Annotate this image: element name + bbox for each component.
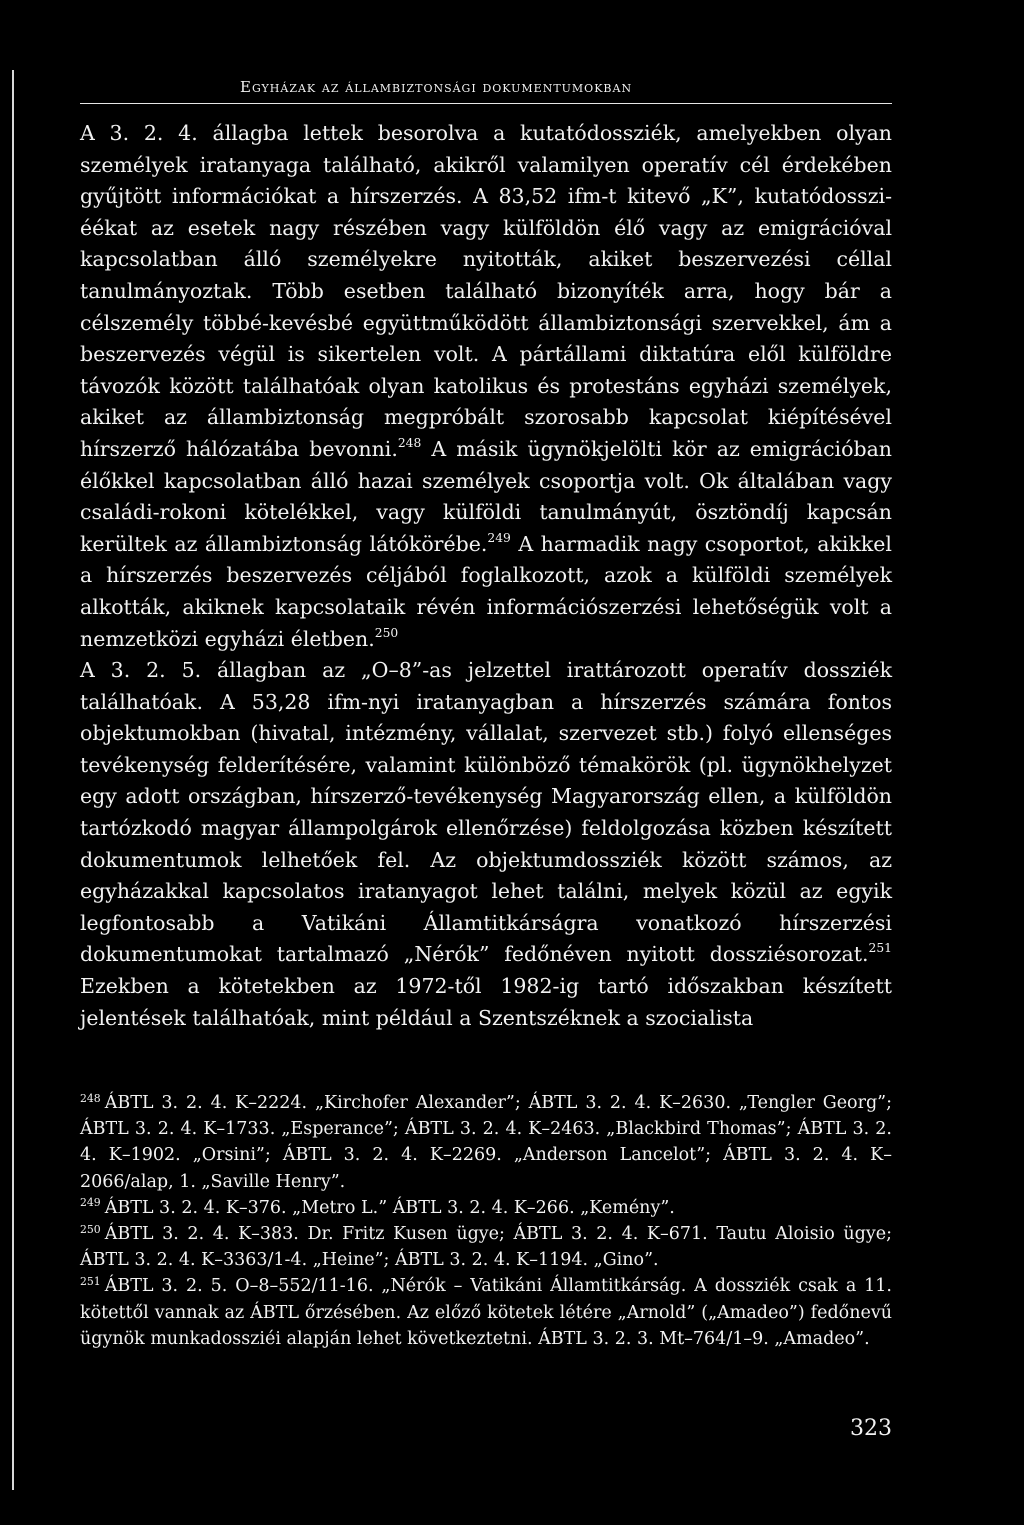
footnote-mark: 249 bbox=[80, 1196, 101, 1210]
footnote-text: ÁBTL 3. 2. 5. O–8–552/11-16. „Nérók – Vatikáni Államtitkárság. A dossziék csak a 11. kötettől vannak az ÁBTL őrzésében. Az előző kötetek létére „Arnold” („Amadeo”) fedőnevű ügynök munkadossziéi alapján lehet következtetni. ÁBTL 3. 2. 3. Mt–764/1–9. „Amadeo”. bbox=[80, 1276, 892, 1349]
page-spine-edge bbox=[12, 70, 14, 1490]
body-text bbox=[80, 118, 892, 1034]
page-number: 323 bbox=[850, 1416, 892, 1441]
paragraph-text: A harmadik nagy csoportot, akikkel a hírszerzés beszervezés céljából foglalkozott, azok a külföldi személyek alkották, akiknek kapcsolataik révén információszerzési lehetőségük volt a nemzetközi egyházi életben. bbox=[80, 531, 892, 651]
header-rule bbox=[80, 103, 892, 104]
footnote bbox=[80, 1221, 892, 1273]
footnote-ref[interactable]: 248 bbox=[397, 435, 422, 450]
footnote-text: ÁBTL 3. 2. 4. K–2224. „Kirchofer Alexander”; ÁBTL 3. 2. 4. K–2630. „Tengler Georg”; ÁBTL 3. 2. 4. K–1733. „Esperance”; ÁBTL 3. 2. 4. K–2463. „Blackbird Thomas”; ÁBTL 3. 2. 4. K–1902. „Orsini”; ÁBTL 3. 2. 4. K–2269. „Anderson Lancelot”; ÁBTL 3. 2. 4. K–2066/alap, 1. „Saville Henry”. bbox=[80, 1093, 892, 1192]
paragraph bbox=[80, 655, 892, 1034]
footnote-mark: 250 bbox=[80, 1222, 101, 1236]
paragraph bbox=[80, 118, 892, 655]
footnote-text: ÁBTL 3. 2. 4. K–383. Dr. Fritz Kusen ügye; ÁBTL 3. 2. 4. K–671. Tautu Aloisio ügye; ÁBTL 3. 2. 4. K–3363/1-4. „Heine”; ÁBTL 3. 2. 4. K–1194. „Gino”. bbox=[80, 1224, 892, 1271]
footnote bbox=[80, 1273, 892, 1352]
footnote-ref[interactable]: 250 bbox=[374, 625, 399, 640]
footnote-text: ÁBTL 3. 2. 4. K–376. „Metro L.” ÁBTL 3. 2. 4. K–266. „Kemény”. bbox=[104, 1197, 675, 1218]
footnote-ref[interactable]: 251 bbox=[868, 941, 892, 956]
paragraph-text: A 3. 2. 4. állagba lettek besorolva a kutatódossziék, amelyekben olyan személyek iratanyaga található, akikről valamilyen operatív cél érdekében gyűjtött információkat a hírszerzés. A 83,52 ifm-t kitevő „K”, kutatódossziéékat az esetek nagy részében vagy külföldön élő vagy az emigrációval kapcsolatban álló személyekre nyitották, akiket beszervezési céllal tanulmányoztak. Több esetben található bizonyíték arra, hogy bár a célszemély többé-kevésbé együttműködött állambiztonsági szervekkel, ám a beszervezés végül is sikertelen volt. A pártállami diktatúra elől külföldre távozók között találhatóak olyan katolikus és protestáns egyházi személyek, akiket az állambiztonság megpróbált szorosabb kapcsolat kiépítésével hírszerző hálózatába bevonni. bbox=[80, 121, 892, 461]
paragraph-text: A másik ügynökjelölti kör az emigrációban élőkkel kapcsolatban álló hazai személyek csoportja volt. Ok általában vagy családi-rokoni kötelékkel, vagy külföldi tanulmányút, ösztöndíj kapcsán kerültek az állambiztonság látókörébe. bbox=[80, 436, 892, 556]
running-head: Egyházak az állambiztonsági dokumentumokban bbox=[240, 78, 633, 96]
footnote bbox=[80, 1090, 892, 1195]
footnote bbox=[80, 1195, 892, 1221]
paragraph-text: A 3. 2. 5. állagban az „O–8”-as jelzettel irattározott operatív dossziék találhatóak. A 53,28 ifm-nyi iratanyagban a hírszerzés számára fontos objektumokban (hivatal, intézmény, vállalat, szervezet stb.) folyó ellenséges tevékenység felderítésére, valamint különböző témakörök (pl. ügynökhelyzet egy adott országban, hírszerző-tevékenység Magyarország ellen, a külföldön tartózkodó magyar állampolgárok ellenőrzése) feldolgozása közben készített dokumentumok lelhetőek fel. Az objektumdossziék között számos, az egyházakkal kapcsolatos iratanyagot lehet találni, melyek közül az egyik legfontosabb a Vatikáni Államtitkárságra vonatkozó hírszerzési dokumentumokat tartalmazó „Nérók” fedőnéven nyitott dossziésorozat. bbox=[80, 658, 892, 967]
paragraph-text: Ezekben a kötetekben az 1972-től 1982-ig tartó időszakban készített jelentések találhatóak, mint például a Szentszéknek a szocialista bbox=[80, 974, 892, 1030]
footnote-ref[interactable]: 249 bbox=[487, 530, 511, 545]
footnote-mark: 248 bbox=[80, 1091, 101, 1105]
footnotes bbox=[80, 1090, 892, 1352]
footnote-mark: 251 bbox=[80, 1274, 101, 1288]
